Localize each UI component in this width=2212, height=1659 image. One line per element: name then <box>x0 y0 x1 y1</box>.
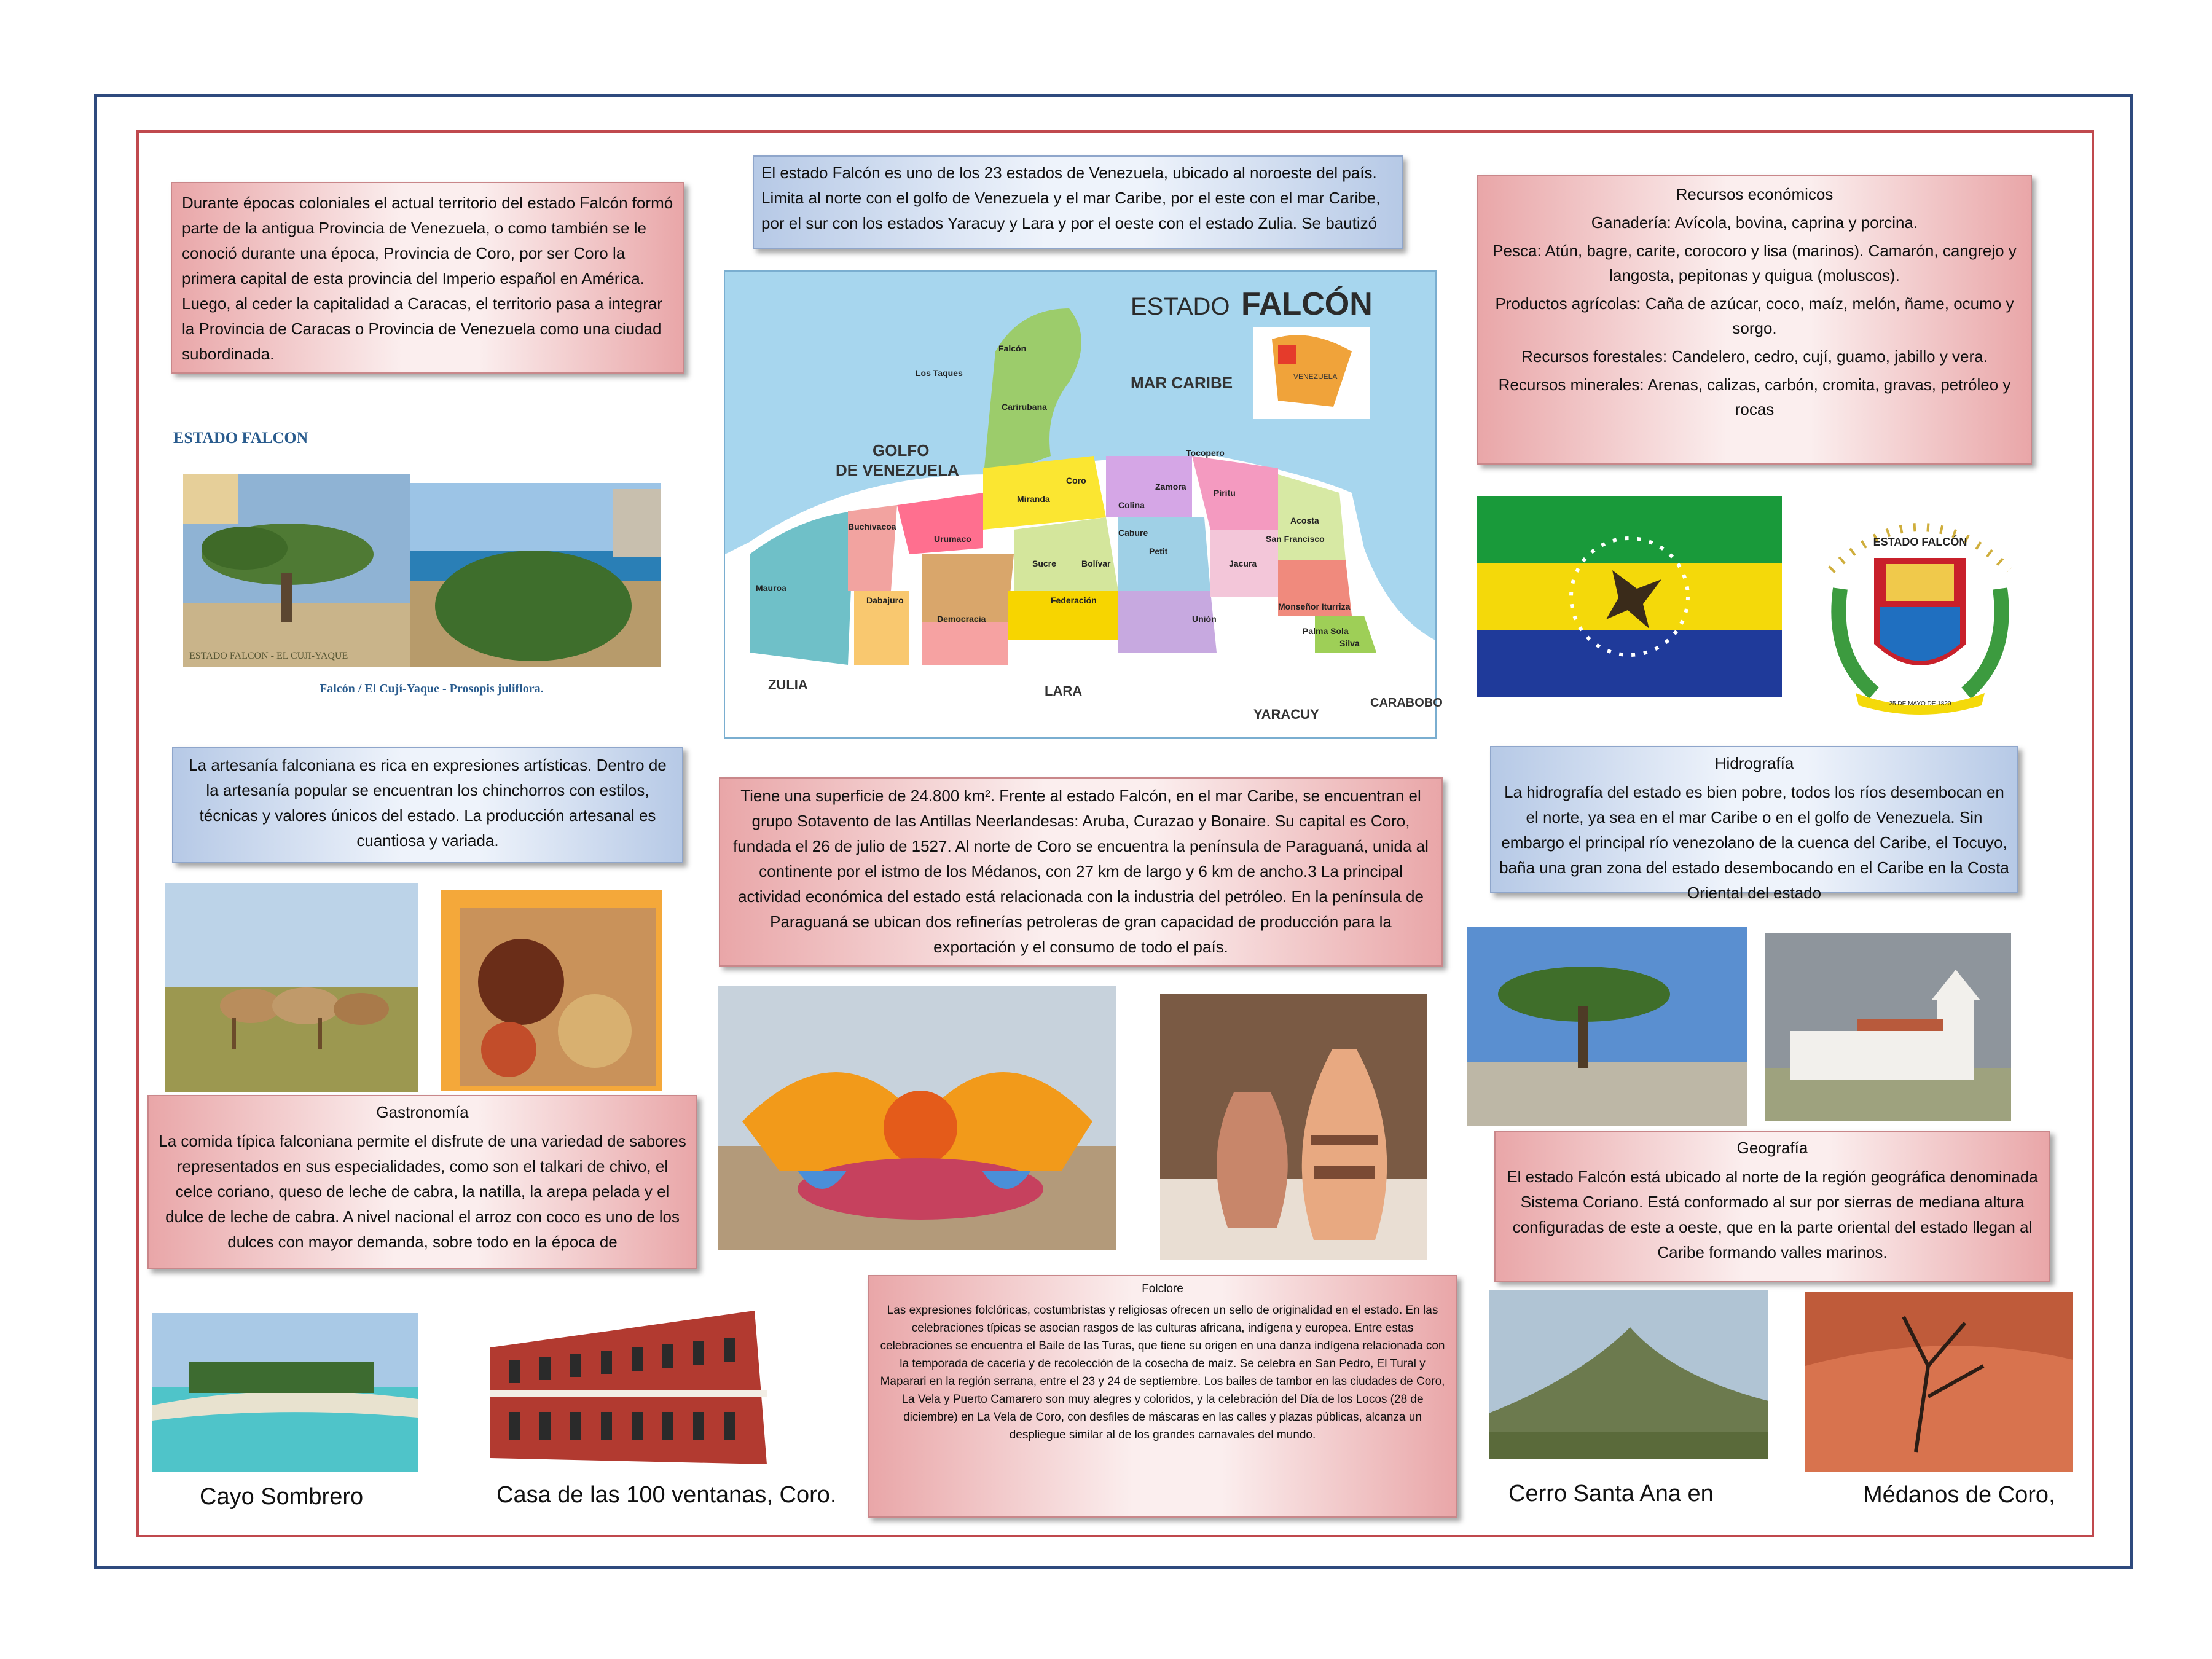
map-title-prefix: ESTADO <box>1131 293 1230 320</box>
municipio-label: Sucre <box>1032 559 1056 568</box>
municipio-label: San Francisco <box>1266 534 1325 544</box>
caption-cayo-sombrero: Cayo Sombrero <box>200 1484 364 1510</box>
intro-box <box>753 155 1403 249</box>
hidrografia-text: La hidrografía del estado es bien pobre, todos los ríos desembocan en el norte, ya sea en el mar Caribe o en el golfo de Venezuela. Sin embargo el principal río venezolano de la cuenca del Caribe, el Tocuyo, baña una gran zona del estado desembocando en el Caribe en la Costa Oriental del estado <box>1499 783 2009 902</box>
carnival-photo <box>718 986 1116 1250</box>
recursos-box <box>1477 175 2032 465</box>
municipio-label: Urumaco <box>934 534 971 544</box>
municipio-label: Carirubana <box>1002 402 1047 412</box>
food-photo <box>441 890 662 1091</box>
coat-label: ESTADO FALCÓN <box>1873 536 1967 548</box>
municipio-label: Democracia <box>937 614 986 624</box>
hidrografia-title: Hidrografía <box>1714 754 1794 772</box>
municipio-label: Los Taques <box>916 368 963 378</box>
map-label-carabobo: CARABOBO <box>1370 696 1443 710</box>
municipio-label: Píritu <box>1214 488 1236 498</box>
gastronomia-box <box>147 1095 697 1269</box>
coast-shrub-photo <box>410 483 661 667</box>
geografia-title: Geografía <box>1736 1139 1808 1157</box>
municipio-label: Zamora <box>1155 482 1186 492</box>
municipio-label: Bolívar <box>1081 559 1111 568</box>
folclore-box <box>868 1275 1457 1518</box>
map-title-main: FALCÓN <box>1241 286 1373 322</box>
recursos-title: Recursos económicos <box>1676 185 1834 203</box>
geografia-text: El estado Falcón está ubicado al norte de la región geográfica denominada Sistema Coriano. Está conformado al sur por sierras de mediana altura configuradas de este a oeste, que en la parte oriental del estado llegan al Caribe formando valles marinos. <box>1507 1167 2038 1261</box>
map-label-yaracuy: YARACUY <box>1253 707 1319 722</box>
superficie-text: Tiene una superficie de 24.800 km². Frente al estado Falcón, en el mar Caribe, se encuentran el grupo Sotavento de las Antillas Neerlandesas: Aruba, Curazao y Bonaire. Su capital es Coro, fundada el 26 de julio de 1527. Al norte de Coro se encuentra la península de Paraguaná, unida al continente por el istmo de los Médanos, con 27 km de largo y 6 km de ancho.3 La principal actividad económica del estado está relacionada con la industria del petróleo. En la península de Paraguaná se ubican dos refinerías petroleras de gran capacidad de producción para la exportación y el consumo de todo el país. <box>733 786 1429 956</box>
cayo-sombrero-photo <box>152 1313 418 1472</box>
municipio-label: Miranda <box>1017 494 1050 504</box>
pottery-photo <box>1160 994 1427 1260</box>
collage-caption: Falcón / El Cují-Yaque - Prosopis juliflora. <box>320 682 544 696</box>
falcon-flag <box>1477 496 1782 697</box>
map-label-golfo: DE VENEZUELA <box>836 461 959 479</box>
hidrografia-box <box>1490 746 2018 902</box>
intro-text: El estado Falcón es uno de los 23 estados de Venezuela, ubicado al noroeste del país. Limita al norte con el golfo de Venezuela y el mar Caribe, por el este con el mar Caribe, por el sur con los estados Yaracuy y Lara y por el oeste con el estado Zulia. Se bautizó <box>761 163 1381 232</box>
recursos-line: Recursos forestales: Candelero, cedro, cují, guamo, jabillo y vera. <box>1521 347 1988 366</box>
recursos-line: Pesca: Atún, bagre, carite, corocoro y lisa (marinos). Camarón, cangrejo y langosta, pepitonas y quigua (moluscos). <box>1492 241 2017 284</box>
caption-cerro-santa-ana: Cerro Santa Ana en <box>1508 1481 1714 1507</box>
municipio-label: Coro <box>1066 476 1086 485</box>
map-label-inset: VENEZUELA <box>1293 372 1338 381</box>
recursos-line: Recursos minerales: Arenas, calizas, carbón, cromita, gravas, petróleo y rocas <box>1498 375 2011 418</box>
church-photo <box>1765 933 2011 1121</box>
cuji-tree-photo <box>183 474 410 667</box>
municipio-label: Palma Sola <box>1303 626 1349 636</box>
photo-label: ESTADO FALCON - EL CUJI-YAQUE <box>189 651 348 661</box>
municipio-label: Cabure <box>1118 528 1148 538</box>
medanos-de-coro-photo <box>1805 1292 2073 1472</box>
map-label-lara: LARA <box>1045 683 1083 699</box>
map-label-zulia: ZULIA <box>768 677 808 692</box>
cerro-santa-ana-photo <box>1489 1290 1768 1459</box>
artesania-box <box>172 747 683 863</box>
caption-casa-100-ventanas: Casa de las 100 ventanas, Coro. <box>496 1482 837 1508</box>
municipio-label: Federación <box>1051 595 1097 605</box>
municipio-label: Acosta <box>1290 516 1319 525</box>
history-text: Durante épocas coloniales el actual territorio del estado Falcón formó parte de la antigua Provincia de Venezuela, o como también se le conoció durante una época, Provincia de Coro, por ser Coro la primera capital de esta provincia del Imperio español en América. Luego, al ceder la capitalidad a Caracas, el territorio pasa a integrar la Provincia de Caracas o Provincia de Venezuela como una ciudad subordinada. <box>182 194 673 363</box>
folclore-text: Las expresiones folclóricas, costumbristas y religiosas ofrecen un sello de originalidad en el estado. En las celebraciones típicas se asocian rasgos de las culturas africana, indígena y europea. Entre estas celebraciones se encuentra el Baile de las Turas, que tiene su origen en una danza indígena relacionada con la temporada de cacería y de recolección de la cosecha de maíz. Se celebra en San Pedro, El Tural y Maparari en la región serrana, entre el 23 y 24 de septiembre. Los bailes de tambor en las ciudades de Coro, La Vela y Puerto Camarero son muy alegres y coloridos, y la celebración del Día de los Locos (28 de diciembre) en La Vela de Coro, con desfiles de máscaras en las calles y plazas públicas, alcanza un despliegue similar al de los grandes carnavales del mundo. <box>880 1304 1445 1441</box>
folclore-title: Folclore <box>1142 1282 1183 1295</box>
municipio-label: Dabajuro <box>866 595 904 605</box>
map-label-golfo: GOLFO <box>873 441 930 460</box>
municipio-label: Mauroa <box>756 583 786 593</box>
municipio-label: Jacura <box>1229 559 1257 568</box>
municipio-label: Colina <box>1118 500 1145 510</box>
municipio-label: Unión <box>1192 614 1217 624</box>
geografia-box <box>1494 1131 2050 1282</box>
superficie-box <box>719 777 1443 967</box>
caption-medanos-de-coro: Médanos de Coro, <box>1863 1482 2055 1508</box>
history-box <box>171 182 684 374</box>
casa-100-ventanas-photo <box>478 1298 816 1477</box>
recursos-line: Productos agrícolas: Caña de azúcar, coco, maíz, melón, ñame, ocumo y sorgo. <box>1495 294 2014 337</box>
gastronomia-title: Gastronomía <box>376 1103 469 1121</box>
municipio-label: Tocopero <box>1186 448 1225 458</box>
municipio-label: Silva <box>1339 638 1360 648</box>
municipio-label: Falcón <box>998 343 1027 353</box>
gastronomia-text: La comida típica falconiana permite el disfrute de una variedad de sabores representados en sus especialidades, como son el talkari de chivo, el celce coriano, queso de leche de cabra, la natilla, la arepa pelada y el dulce de leche de cabra. A nivel nacional el arroz con coco es uno de los dulces con mayor demanda, sobre todo en la época de <box>159 1132 686 1251</box>
municipio-label: Petit <box>1149 546 1168 556</box>
collage-title: ESTADO FALCON <box>173 429 308 447</box>
artesania-text: La artesanía falconiana es rica en expresiones artísticas. Dentro de la artesanía popular se encuentran los chinchorros con estilos, técnicas y valores únicos del estado. La producción artesanal es cuantiosa y variada. <box>189 756 667 850</box>
falcon-coat-of-arms <box>1819 496 2022 724</box>
falcon-map <box>724 270 1443 739</box>
cattle-photo <box>165 883 418 1092</box>
cuji-landscape-photo <box>1467 927 1747 1126</box>
municipio-label: Buchivacoa <box>848 522 896 531</box>
coat-ribbon: 25 DE MAYO DE 1820 <box>1889 700 1951 707</box>
recursos-line: Ganadería: Avícola, bovina, caprina y porcina. <box>1591 213 1918 232</box>
municipio-label: Monseñor Iturriza <box>1278 602 1351 611</box>
map-label-mar-caribe: MAR CARIBE <box>1131 374 1233 392</box>
